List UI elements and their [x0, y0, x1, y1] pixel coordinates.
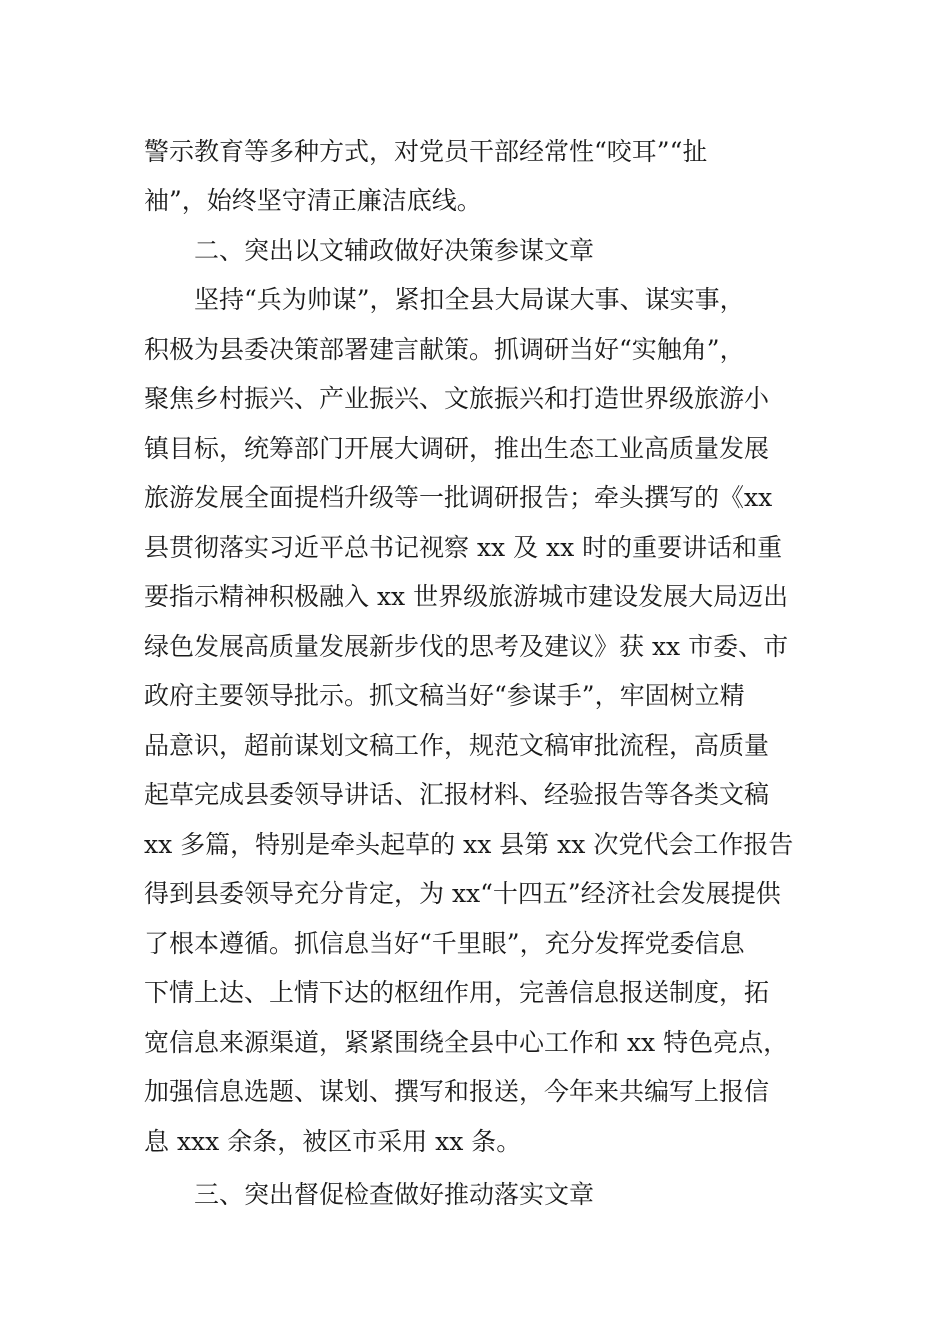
text-line — [0, 379, 950, 419]
section-heading-3-text: 三、突出督促检查做好推动落实文章 — [194, 1180, 595, 1209]
section-heading-3 — [0, 1175, 950, 1215]
text-line — [0, 528, 950, 568]
text-line — [0, 726, 950, 766]
text-line — [0, 330, 950, 370]
paragraph-2-line-14: 了根本遵循。抓信息当好“千里眼”，充分发挥党委信息 — [144, 929, 745, 958]
text-line — [0, 1023, 950, 1063]
paragraph-2-line-17: 加强信息选题、谋划、撰写和报送，今年来共编写上报信 — [144, 1077, 770, 1106]
text-line — [0, 775, 950, 815]
text-line — [0, 627, 950, 667]
paragraph-1-line-2: 袖”，始终坚守清正廉洁底线。 — [144, 186, 482, 215]
paragraph-2-line-3: 聚焦乡村振兴、产业振兴、文旅振兴和打造世界级旅游小 — [144, 384, 770, 413]
paragraph-2-line-15: 下情上达、上情下达的枢纽作用，完善信息报送制度，拓 — [144, 978, 770, 1007]
section-heading-2-text: 二、突出以文辅政做好决策参谋文章 — [194, 236, 595, 265]
section-heading-2 — [0, 231, 950, 271]
text-line — [0, 1072, 950, 1112]
paragraph-2-line-2: 积极为县委决策部署建言献策。抓调研当好“实触角”， — [144, 335, 745, 364]
text-line — [0, 874, 950, 914]
paragraph-2-line-9: 政府主要领导批示。抓文稿当好“参谋手”，牢固树立精 — [144, 681, 745, 710]
paragraph-2-line-13: 得到县委领导充分肯定，为 xx“十四五”经济社会发展提供 — [144, 879, 781, 908]
paragraph-2-line-5: 旅游发展全面提档升级等一批调研报告；牵头撰写的《xx — [144, 483, 773, 512]
text-line — [0, 1122, 950, 1162]
text-line — [0, 429, 950, 469]
paragraph-2-line-7: 要指示精神积极融入 xx 世界级旅游城市建设发展大局迈出 — [144, 582, 789, 611]
paragraph-2-line-16: 宽信息来源渠道，紧紧围绕全县中心工作和 xx 特色亮点， — [144, 1028, 789, 1057]
text-line — [0, 132, 950, 172]
text-line — [0, 478, 950, 518]
paragraph-1-line-1: 警示教育等多种方式，对党员干部经常性“咬耳”“扯 — [144, 137, 708, 166]
paragraph-2-line-18: 息 xxx 余条，被区市采用 xx 条。 — [144, 1127, 522, 1156]
paragraph-2-line-1: 坚持“兵为帅谋”，紧扣全县大局谋大事、谋实事， — [194, 285, 745, 314]
paragraph-2-line-8: 绿色发展高质量发展新步伐的思考及建议》获 xx 市委、市 — [144, 632, 789, 661]
text-line — [0, 280, 950, 320]
text-line — [0, 676, 950, 716]
paragraph-2-line-12: xx 多篇，特别是牵头起草的 xx 县第 xx 次党代会工作报告 — [144, 830, 794, 859]
paragraph-2-line-10: 品意识，超前谋划文稿工作，规范文稿审批流程，高质量 — [144, 731, 770, 760]
paragraph-2-line-4: 镇目标，统筹部门开展大调研，推出生态工业高质量发展 — [144, 434, 770, 463]
text-line — [0, 181, 950, 221]
paragraph-2-line-6: 县贯彻落实习近平总书记视察 xx 及 xx 时的重要讲话和重 — [144, 533, 783, 562]
text-line — [0, 973, 950, 1013]
text-line — [0, 577, 950, 617]
paragraph-2-line-11: 起草完成县委领导讲话、汇报材料、经验报告等各类文稿 — [144, 780, 770, 809]
text-line — [0, 825, 950, 865]
text-line — [0, 924, 950, 964]
